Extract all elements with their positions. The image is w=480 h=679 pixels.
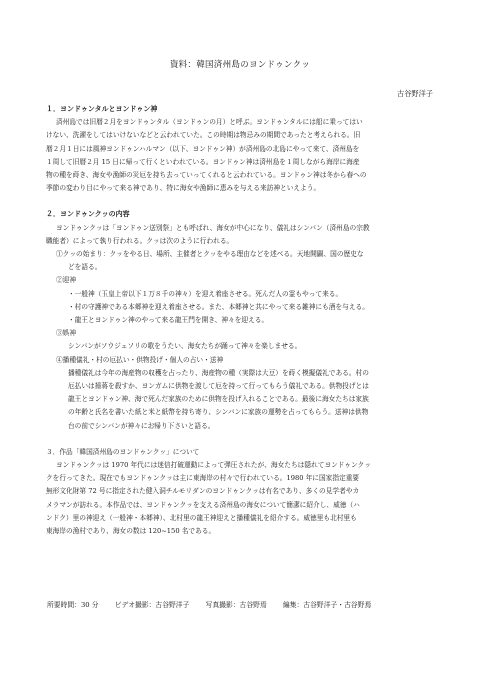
item-3-body: シンバンがソウジェソリの歌をうたい、海女たちが踊って神々を楽しませる。 [68,342,302,351]
edit-credit: 編集：古谷野洋子・古谷野焉 [282,601,372,609]
section-3-line: 東海岸の漁村であり、海女の数は 120~150 名である。 [46,527,216,536]
video-credit: ビデオ撮影：古谷野洋子 [114,601,190,609]
section-2-intro-line: 職能者）によって執り行われる。クッは次のように行われる。 [46,236,234,245]
credits-footer [47,599,385,609]
item-4-line: 播種儀礼は今年の海産物の収穫を占ったり、海産物の種（実際は大豆）を蒔く模擬儀礼である。村の [68,368,369,377]
section-2-intro-line: ヨンドゥンクッは「ヨンドゥン送別祭」とも呼ばれ、海女が中心になり、儀礼はシンバン（済州島の宗教 [56,223,370,232]
item-2-bullet: ・村の守護神である本郷神を迎え着座させる。また、本郷神と共にやって来る雑神にも酒を与える。 [68,302,369,311]
section-1-line: 物の種を蒔き、海女や漁師の災厄を持ち去っていってくれると云われている。ヨンドゥン神は冬から春への [46,171,367,180]
section-1-line: 済州島では旧暦２月をヨンドゥンタル（ヨンドゥンの月）と呼ぶ。ヨンドゥンタルには船に乗ってはい [56,118,363,127]
section-1-line: １周して旧暦２月 15 日に帰って行くといわれている。ヨンドゥン神は済州島を１周しながら海岸に海産 [46,157,360,166]
section-1-line: 暦２月１日には風神ヨンドゥンハルマン（以下、ヨンドゥン神）が済州島の北島にやって来て、済州島を [46,144,360,153]
item-2-bullet: ・一般神（玉皇上帝以下１万８千の神々）を迎え着座させる。死んだ人の霊もやって来る。 [68,289,343,298]
author-name: 古谷野洋子 [397,89,433,98]
section-1-heading: １．ヨンドゥンタルとヨンドゥン神 [46,105,158,113]
item-1-label: ①クッの始まり：クッをやる日、場所、主催者とクッをやる理由などを述べる。天地開闢、国の歴史な [56,250,364,259]
document-title: 資料：韓国済州島のヨンドゥンクッ [169,60,311,70]
section-3-heading: ３．作品「韓国済州島のヨンドゥンクッ」について [46,447,200,456]
item-4-line: 厄払いは捶蒋を殺すか、ヨンガムに供物を渡して厄を持って行ってもらう儀礼である。供物投げとは [68,382,369,391]
item-4-line: の年齢と氏名を書いた紙と米と紙幣を持ち寄り、シンバンに家族の運勢を占ってもらう。送神は供物 [68,408,369,417]
section-3-line: ヨンドゥンクッは 1970 年代には迷信打破運動によって弾圧されたが、海女たちは隠れてヨンドゥンクッ [56,461,371,470]
section-3-line: 無形文化財第 72 号に指定された健入洞チルモリダンのヨンドゥンクッは有名であり、多くの見学者やカ [46,487,360,496]
item-4-label: ④播種儀礼・村の厄払い・供物投げ・個人の占い・送神 [56,355,224,364]
item-1-continuation: どを語る。 [68,263,102,272]
section-3-line: メラマンが訪れる。本作品では、ヨンドゥンクッを支える済州島の海女について簡潔に紹介し、威徳（ハ [46,500,360,509]
runtime-credit: 所要時間：30 分 [47,601,99,609]
photo-credit: 写真撮影：古谷野焉 [205,601,267,609]
item-2-label: ②迎神 [56,276,77,285]
item-2-bullet: ・龍王とヨンドゥン神のやって来る龍王門を開き、神々を迎える。 [68,316,269,325]
section-1-line: 季節の変わり目にやって来る神であり、特に海女や漁師に恵みを与える来訪神といえよう。 [46,184,321,193]
section-3-line: ンドク）里の神迎え（一般神・本郷神）、北村里の龍王神迎えと播種儀礼を紹介する。威徳里も北村里も [46,513,357,522]
section-3-line: クを行ってきた。現在でもヨンドゥンクッは主に東海岸の村々で行われている。1980 年に国家指定重要 [46,474,360,483]
section-1-line: けない、洗濯をしてはいけないなどと云われていた。この時期は物忌みの期間であったと考えられる。旧 [46,131,361,140]
item-3-label: ③娯神 [56,329,77,338]
item-4-line: 台の前でシンバンが神々にお帰り下さいと語る。 [68,421,215,430]
item-4-line: 龍王とヨンドゥン神、海で死んだ家族のために供物を投げ入れることである。最後に海女たちは家族 [68,395,369,404]
section-2-heading: ２．ヨンドゥンクッの内容 [46,210,130,219]
document-body [46,103,438,538]
